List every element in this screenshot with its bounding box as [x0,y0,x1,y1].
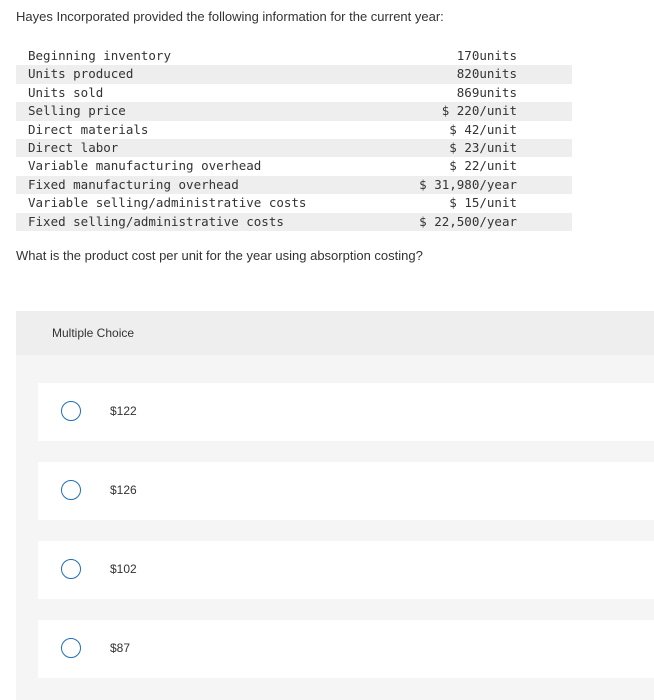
row-label: Fixed selling/administrative costs [28,213,284,229]
row-label: Selling price [28,103,126,119]
row-label: Beginning inventory [28,48,171,63]
radio-button-icon[interactable] [61,480,81,500]
choice-option-4[interactable] [38,620,654,678]
row-value: 869units [456,84,517,100]
table-row [16,47,572,65]
choice-label: $122 [110,404,137,418]
row-label: Direct materials [28,121,149,137]
multiple-choice-header [16,311,654,355]
table-row [16,84,572,102]
table-row [16,194,572,212]
radio-button-icon[interactable] [61,401,81,421]
choice-option-3[interactable] [38,541,654,599]
intro-text: Hayes Incorporated provided the following information for the current year: [16,9,444,24]
row-value: $ 31,980/year [419,176,517,192]
table-row [16,139,572,157]
row-value: $ 220/unit [441,103,517,119]
row-label: Variable manufacturing overhead [28,158,262,174]
cost-data-table [16,47,572,231]
table-row [16,65,572,83]
choice-label: $126 [110,483,137,497]
question-text: What is the product cost per unit for the year using absorption costing? [16,248,423,263]
table-row [16,213,572,231]
row-label: Units produced [28,66,134,82]
row-value: $ 42/unit [449,121,517,137]
row-label: Fixed manufacturing overhead [28,176,239,192]
choice-label: $102 [110,562,137,576]
row-label: Variable selling/administrative costs [28,195,307,211]
row-value: $ 23/unit [449,140,517,156]
row-value: 820units [456,66,517,82]
row-label: Direct labor [28,140,119,156]
choice-label: $87 [110,641,131,655]
row-value: $ 15/unit [449,195,517,211]
radio-button-icon[interactable] [61,638,81,658]
table-row [16,121,572,139]
multiple-choice-panel [16,311,654,700]
row-value: $ 22/unit [449,158,517,174]
row-label: Units sold [28,84,104,100]
table-row [16,176,572,194]
choice-option-1[interactable] [38,383,654,441]
table-row [16,157,572,175]
multiple-choice-title: Multiple Choice [52,326,135,340]
row-value: 170units [456,48,517,63]
row-value: $ 22,500/year [419,213,517,229]
table-row [16,102,572,120]
radio-button-icon[interactable] [61,559,81,579]
choice-option-2[interactable] [38,462,654,520]
